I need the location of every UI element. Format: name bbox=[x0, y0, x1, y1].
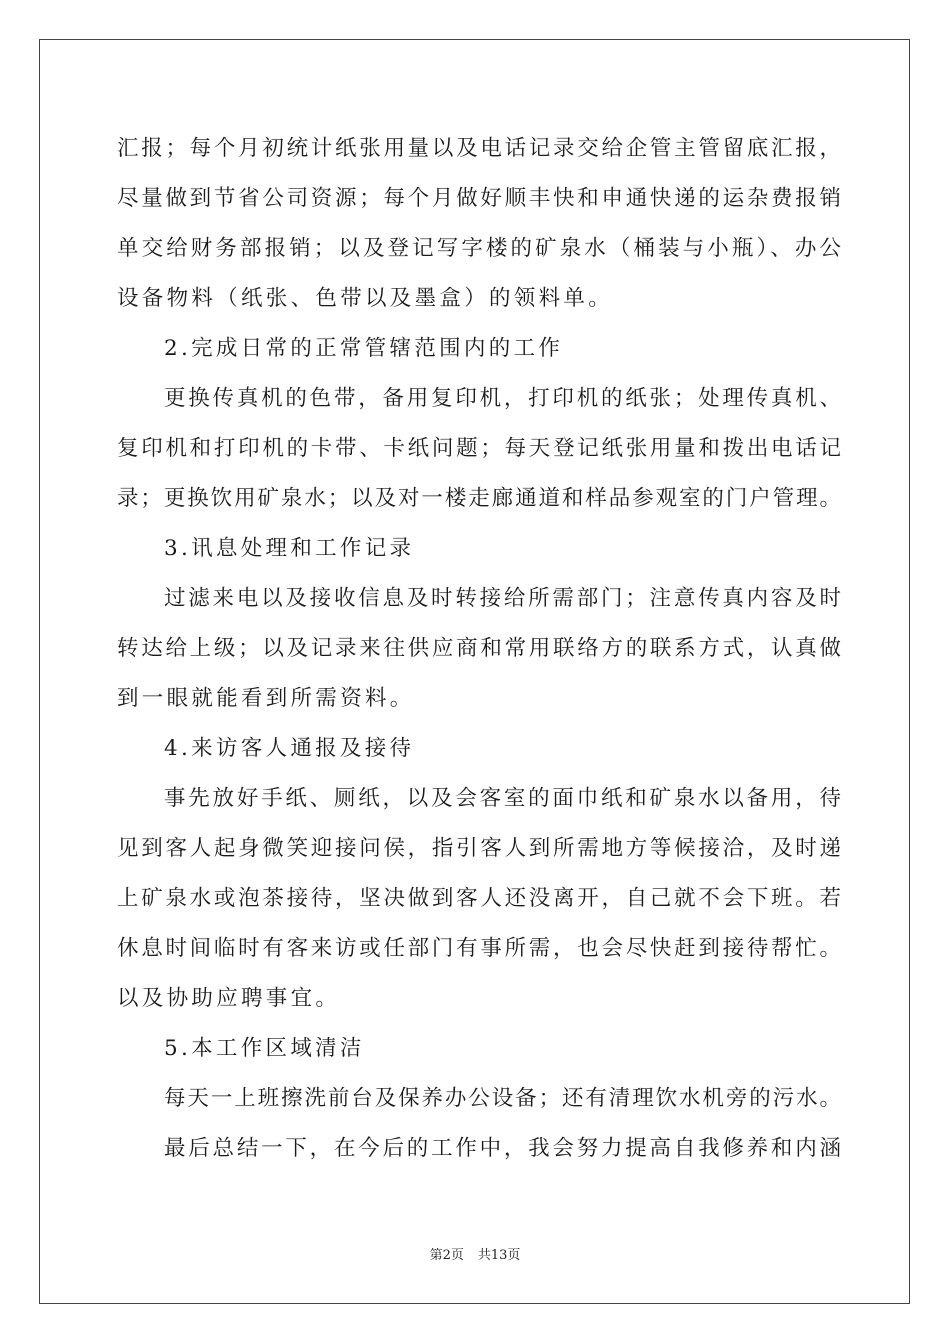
body-line: 最后总结一下，在今后的工作中，我会努力提高自我修养和内涵 bbox=[164, 1136, 841, 1161]
body-line: 尽量做到节省公司资源；每个月做好顺丰快和申通快递的运杂费报销 bbox=[117, 186, 841, 211]
page-number: 第2页 bbox=[429, 1248, 464, 1263]
body-line: 休息时间临时有客来访或任部门有事所需，也会尽快赶到接待帮忙。 bbox=[117, 936, 841, 961]
section-heading: 2.完成日常的正常管辖范围内的工作 bbox=[164, 336, 564, 361]
body-line: 过滤来电以及接收信息及时转接给所需部门；注意传真内容及时 bbox=[164, 586, 841, 611]
body-line: 到一眼就能看到所需资料。 bbox=[117, 686, 415, 711]
body-line: 设备物料（纸张、色带以及墨盒）的领料单。 bbox=[117, 286, 614, 311]
page-total: 共13页 bbox=[477, 1248, 521, 1263]
section-heading: 5.本工作区域清洁 bbox=[164, 1036, 365, 1061]
body-line: 以及协助应聘事宜。 bbox=[117, 986, 341, 1011]
body-line: 见到客人起身微笑迎接问侯，指引客人到所需地方等候接洽，及时递 bbox=[117, 836, 841, 861]
section-heading: 3.讯息处理和工作记录 bbox=[164, 536, 415, 561]
body-line: 更换传真机的色带，备用复印机，打印机的纸张；处理传真机、 bbox=[164, 386, 841, 411]
body-line: 录；更换饮用矿泉水；以及对一楼走廊通道和样品参观室的门户管理。 bbox=[117, 486, 841, 511]
body-line: 复印机和打印机的卡带、卡纸问题；每天登记纸张用量和拨出电话记 bbox=[117, 436, 841, 461]
page-footer bbox=[0, 1244, 950, 1263]
body-line: 单交给财务部报销；以及登记写字楼的矿泉水（桶装与小瓶）、办公 bbox=[117, 236, 841, 261]
body-line: 上矿泉水或泡茶接待，坚决做到客人还没离开，自己就不会下班。若 bbox=[117, 886, 841, 911]
body-line: 转达给上级；以及记录来往供应商和常用联络方的联系方式，认真做 bbox=[117, 636, 841, 661]
body-line: 汇报；每个月初统计纸张用量以及电话记录交给企管主管留底汇报， bbox=[117, 136, 841, 161]
body-line: 每天一上班擦洗前台及保养办公设备；还有清理饮水机旁的污水。 bbox=[164, 1086, 841, 1111]
document-body bbox=[117, 124, 841, 1174]
body-line: 事先放好手纸、厕纸，以及会客室的面巾纸和矿泉水以备用，待 bbox=[164, 786, 841, 811]
section-heading: 4.来访客人通报及接待 bbox=[164, 736, 415, 761]
